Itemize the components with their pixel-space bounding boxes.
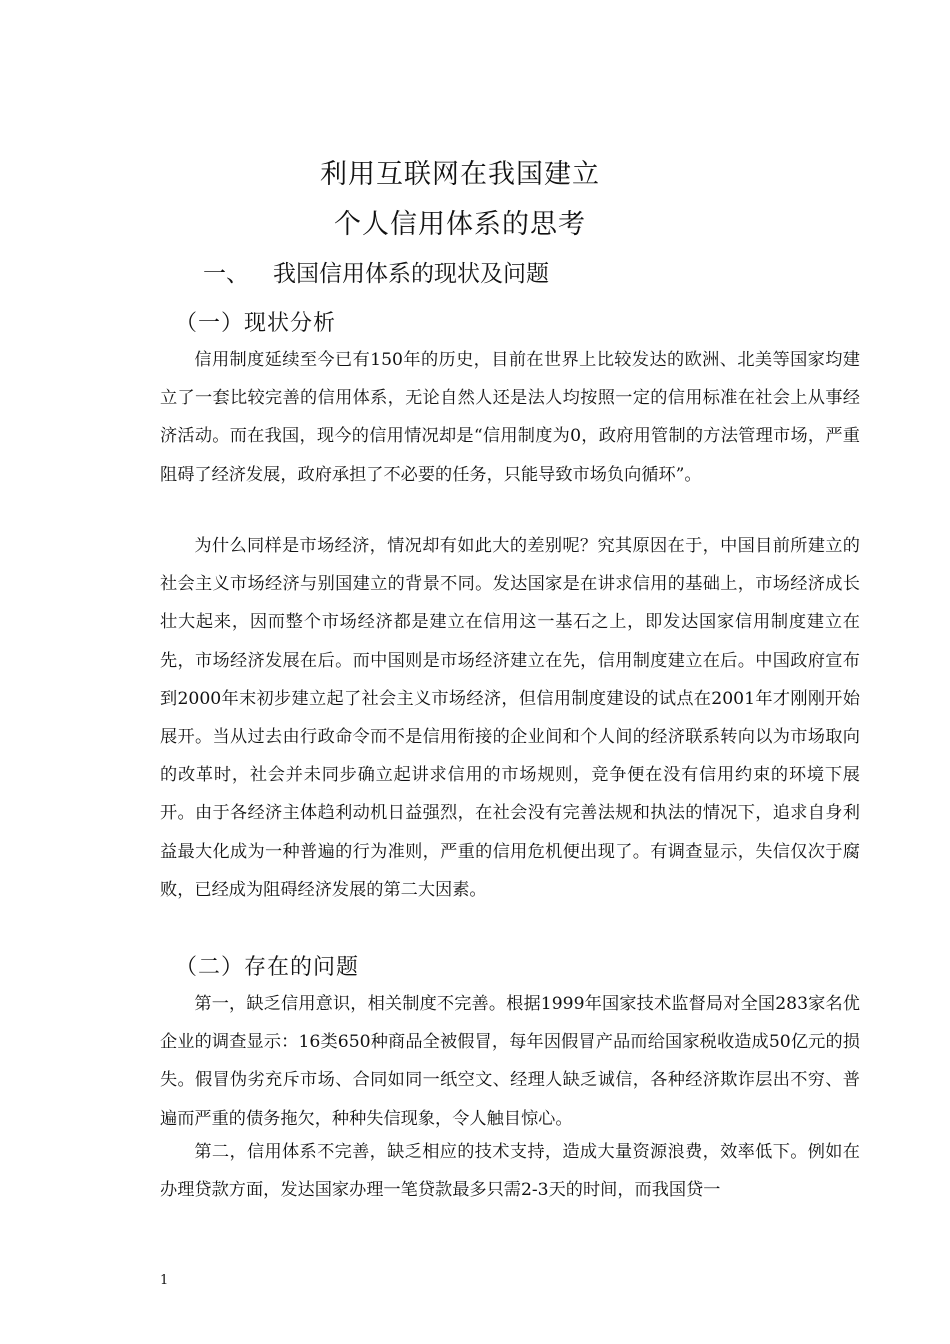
paragraph: 第一，缺乏信用意识，相关制度不完善。根据1999年国家技术监督局对全国283家名优企业的调查显示：16类650种商品全被假冒，每年因假冒产品而给国家税收造成50亿元的损失。假冒伪劣充斥市场、合同如同一纸空文、经理人缺乏诚信，各种经济欺诈层出不穷、普遍而严重的债务拖欠，种种失信现象，令人触目惊心。 xyxy=(160,994,860,1129)
section-heading xyxy=(203,258,549,290)
document-title-line-1: 利用互联网在我国建立 xyxy=(320,159,600,190)
paragraph: 第二，信用体系不完善，缺乏相应的技术支持，造成大量资源浪费，效率低下。例如在办理贷款方面，发达国家办理一笔贷款最多只需2-3天的时间，而我国贷一 xyxy=(160,1142,860,1201)
paragraph: 为什么同样是市场经济，情况却有如此大的差别呢？究其原因在于，中国目前所建立的社会主义市场经济与别国建立的背景不同。发达国家是在讲求信用的基础上，市场经济成长壮大起来，因而整个市场经济都是建立在信用这一基石之上，即发达国家信用制度建立在先，市场经济发展在后。而中国则是市场经济建立在先，信用制度建立在后。中国政府宣布到2000年末初步建立起了社会主义市场经济，但信用制度建设的试点在2001年才刚刚开始展开。当从过去由行政命令而不是信用衔接的企业间和个人间的经济联系转向以为市场取向的改革时，社会并未同步确立起讲求信用的市场规则，竞争便在没有信用约束的环境下展开。由于各经济主体趋利动机日益强烈，在社会没有完善法规和执法的情况下，追求自身利益最大化成为一种普遍的行为准则，严重的信用危机便出现了。有调查显示，失信仅次于腐败，已经成为阻碍经济发展的第二大因素。 xyxy=(160,536,860,900)
section-number: 一、 xyxy=(203,261,249,287)
page-number: 1 xyxy=(160,1273,169,1288)
document-title-line-2: 个人信用体系的思考 xyxy=(334,209,586,240)
subsection-heading-problems: （二）存在的问题 xyxy=(175,955,360,980)
subsection-heading-status: （一）现状分析 xyxy=(175,311,337,336)
section-title: 我国信用体系的现状及问题 xyxy=(273,261,549,287)
paragraph: 信用制度延续至今已有150年的历史，目前在世界上比较发达的欧洲、北美等国家均建立了一套比较完善的信用体系，无论自然人还是法人均按照一定的信用标准在社会上从事经济活动。而在我国，现今的信用情况却是“信用制度为0，政府用管制的方法管理市场，严重阻碍了经济发展，政府承担了不必要的任务，只能导致市场负向循环”。 xyxy=(160,350,860,485)
